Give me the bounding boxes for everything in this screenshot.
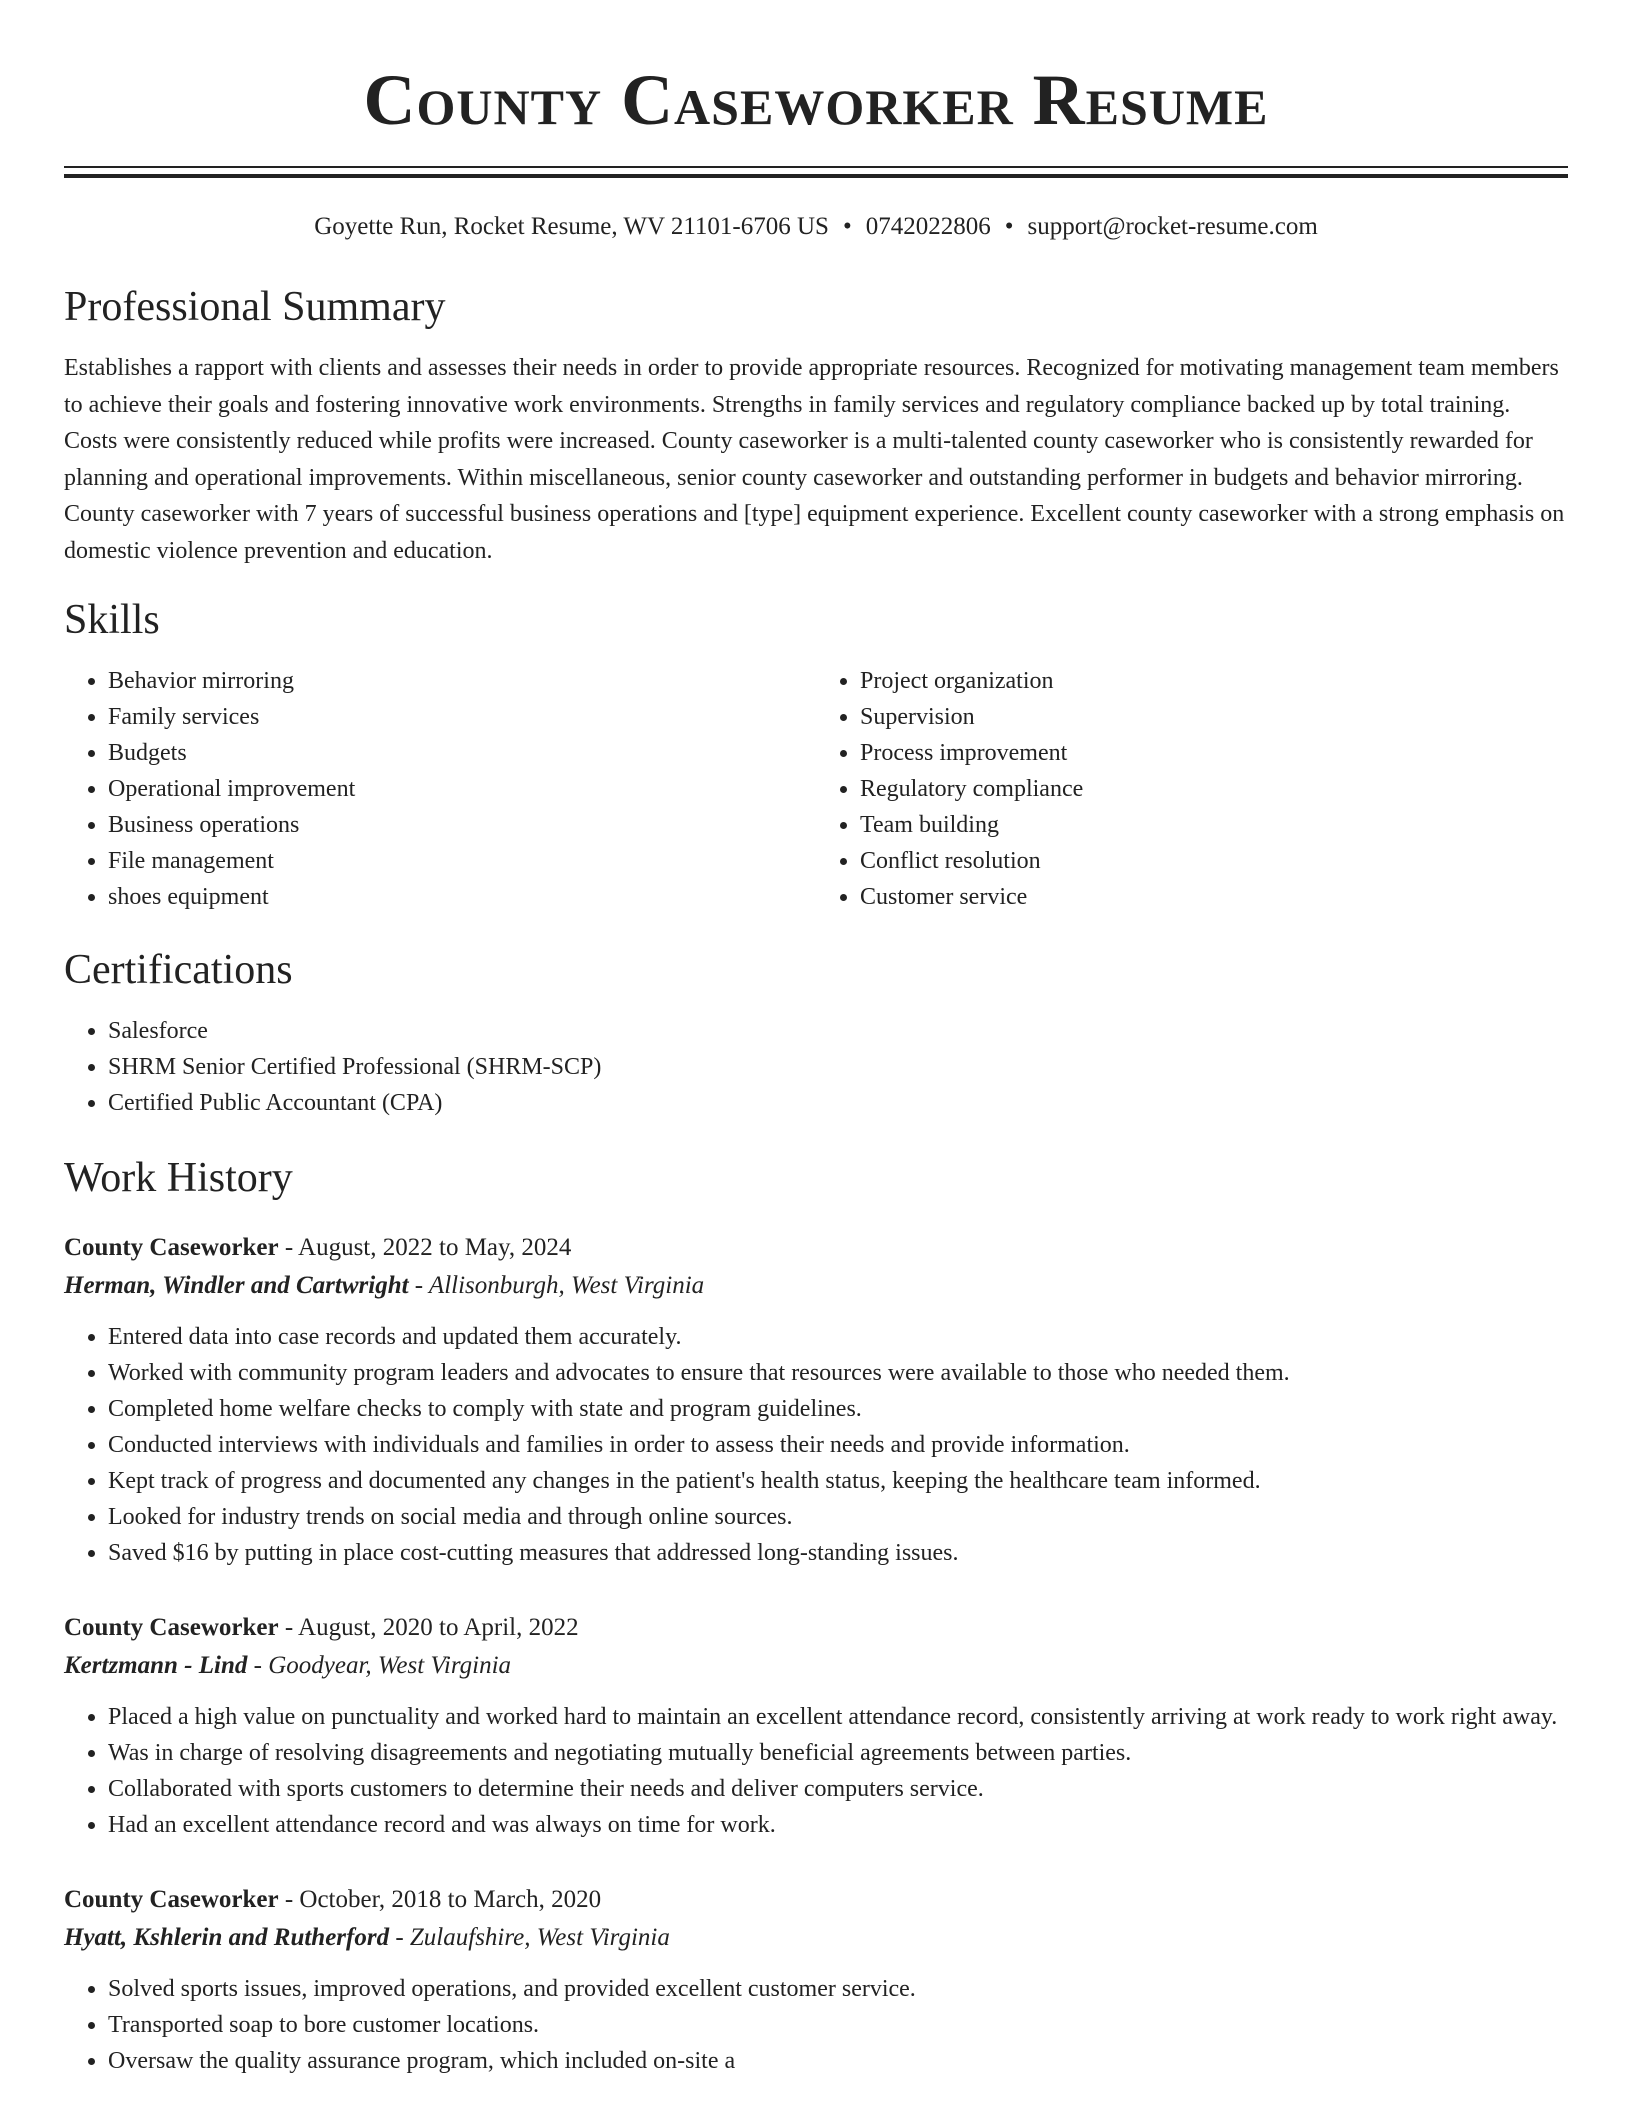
job-location: - Zulaufshire, West Virginia [389, 1924, 670, 1951]
job-dates: - August, 2020 to April, 2022 [278, 1614, 579, 1641]
job-dates: - August, 2022 to May, 2024 [278, 1234, 572, 1261]
skill-item: • File management [108, 843, 816, 879]
job-bullet: • Completed home welfare checks to comply with state and program guidelines. [108, 1391, 1568, 1427]
job-entry [64, 1609, 1568, 1843]
work-history-heading: Work History [64, 1155, 293, 1201]
skill-item: • Team building [860, 807, 1568, 843]
contact-line [64, 212, 1568, 242]
skills-list-right [816, 663, 1568, 915]
job-bullet: • Kept track of progress and documented any changes in the patient's health status, keeping the healthcare team informed. [108, 1463, 1568, 1499]
skill-item: • Supervision [860, 699, 1568, 735]
skills-columns [64, 663, 1568, 915]
skill-item: • Conflict resolution [860, 843, 1568, 879]
summary-text: Establishes a rapport with clients and assesses their needs in order to provide appropriate resources. Recognized for motivating management team members to achieve their goals and fostering innovative work environments. Strengths in family services and regulatory compliance backed up by total training. Costs were consistently reduced while profits were increased. County caseworker is a multi-talented county caseworker who is consistently rewarded for planning and operational improvements. Within miscellaneous, senior county caseworker and outstanding performer in budgets and behavior mirroring. County caseworker with 7 years of successful business operations and [type] equipment experience. Excellent county caseworker with a strong emphasis on domestic violence prevention and education. [64, 355, 1565, 564]
contact-separator: • [1004, 213, 1014, 240]
certification-item: • SHRM Senior Certified Professional (SHRM-SCP) [108, 1049, 1568, 1085]
certification-item: • Salesforce [108, 1013, 1568, 1049]
job-entry [64, 1229, 1568, 1571]
resume-title: County Caseworker Resume [363, 60, 1269, 140]
certification-item: • Certified Public Accountant (CPA) [108, 1085, 1568, 1121]
job-title: County Caseworker [64, 1614, 279, 1641]
job-company: Kertzmann - Lind [64, 1652, 248, 1679]
job-company: Hyatt, Kshlerin and Rutherford [64, 1924, 390, 1951]
contact-email[interactable]: support@rocket-resume.com [1027, 213, 1318, 240]
job-bullet: • Had an excellent attendance record and was always on time for work. [108, 1807, 1568, 1843]
job-title: County Caseworker [64, 1234, 279, 1261]
skills-heading: Skills [64, 597, 160, 643]
job-company-line [64, 1647, 1568, 1685]
job-bullet: • Looked for industry trends on social media and through online sources. [108, 1499, 1568, 1535]
skill-item: • Customer service [860, 879, 1568, 915]
job-title-line [64, 1609, 1568, 1647]
job-company-line [64, 1267, 1568, 1305]
job-bullets [64, 1319, 1568, 1571]
skill-item: • Project organization [860, 663, 1568, 699]
job-bullet: • Collaborated with sports customers to determine their needs and deliver computers service. [108, 1771, 1568, 1807]
contact-separator: • [842, 213, 852, 240]
skill-item: • Budgets [108, 735, 816, 771]
job-bullet: • Transported soap to bore customer locations. [108, 2007, 1568, 2043]
contact-address: Goyette Run, Rocket Resume, WV 21101-6706 US [314, 213, 829, 240]
job-bullet: • Conducted interviews with individuals and families in order to assess their needs and provide information. [108, 1427, 1568, 1463]
job-title-line [64, 1229, 1568, 1267]
skill-item: • Process improvement [860, 735, 1568, 771]
skill-item: • Behavior mirroring [108, 663, 816, 699]
title-divider [64, 166, 1568, 178]
job-dates: - October, 2018 to March, 2020 [278, 1886, 602, 1913]
job-bullet: • Placed a high value on punctuality and worked hard to maintain an excellent attendance record, consistently arriving at work ready to work right away. [108, 1699, 1568, 1735]
job-title-line [64, 1881, 1568, 1919]
job-bullet: • Solved sports issues, improved operations, and provided excellent customer service. [108, 1971, 1568, 2007]
resume-page [64, 0, 1568, 2079]
job-company-line [64, 1919, 1568, 1957]
job-bullets [64, 1971, 1568, 2079]
job-location: - Goodyear, West Virginia [247, 1652, 512, 1679]
job-company: Herman, Windler and Cartwright [64, 1272, 409, 1299]
skills-list-left [64, 663, 816, 915]
skill-item: • Operational improvement [108, 771, 816, 807]
job-bullet: • Was in charge of resolving disagreements and negotiating mutually beneficial agreements between parties. [108, 1735, 1568, 1771]
contact-phone: 0742022806 [865, 213, 991, 240]
skill-item: • Regulatory compliance [860, 771, 1568, 807]
skill-item: • Family services [108, 699, 816, 735]
job-bullet: • Worked with community program leaders and advocates to ensure that resources were available to those who needed them. [108, 1355, 1568, 1391]
job-location: - Allisonburgh, West Virginia [408, 1272, 705, 1299]
job-title: County Caseworker [64, 1886, 279, 1913]
job-bullet: • Saved $16 by putting in place cost-cutting measures that addressed long-standing issues. [108, 1535, 1568, 1571]
skill-item: • Business operations [108, 807, 816, 843]
job-entry [64, 1881, 1568, 2079]
job-bullet: • Entered data into case records and updated them accurately. [108, 1319, 1568, 1355]
skill-item: • shoes equipment [108, 879, 816, 915]
summary-heading: Professional Summary [64, 284, 446, 330]
job-bullet: • Oversaw the quality assurance program, which included on-site a [108, 2043, 1568, 2079]
certifications-list [64, 1013, 1568, 1121]
certifications-heading: Certifications [64, 947, 293, 993]
job-bullets [64, 1699, 1568, 1843]
